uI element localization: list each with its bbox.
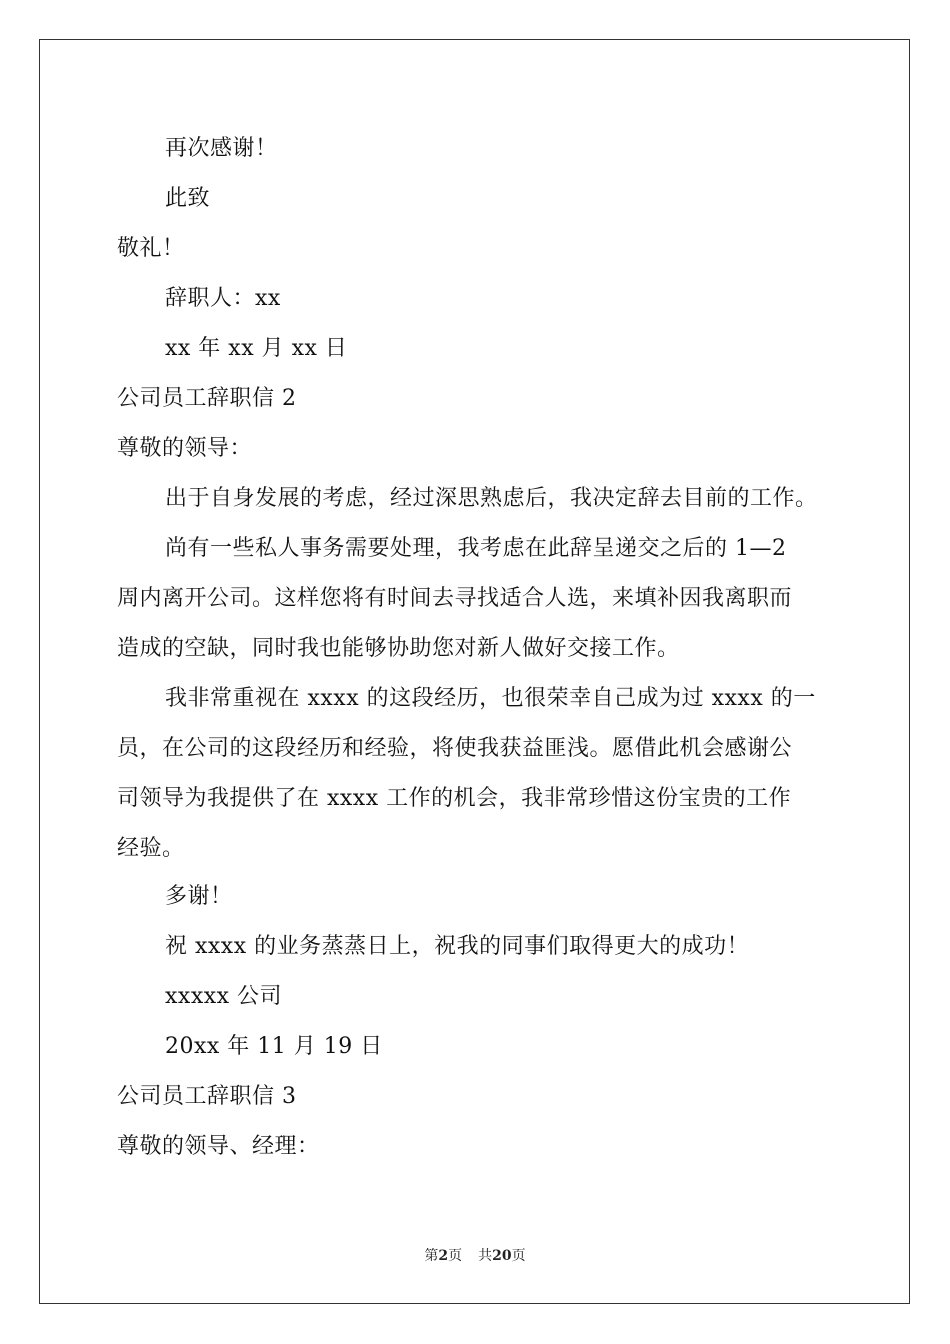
letter-greeting: 尊敬的领导、经理： [117,1134,320,1159]
closing-thanks: 再次感谢！ [165,136,278,161]
letter-heading: 公司员工辞职信 2 [117,386,297,411]
page-prefix: 第 [424,1248,439,1264]
paragraph-line: 出于自身发展的考虑，经过深思熟虑后，我决定辞去目前的工作。 [165,486,818,511]
closing-wishes: 祝 xxxx 的业务蒸蒸日上，祝我的同事们取得更大的成功！ [165,934,750,959]
closing-salutation: 此致 [165,186,211,211]
paragraph-line: 我非常重视在 xxxx 的这段经历，也很荣幸自己成为过 xxxx 的一 [165,686,816,711]
paragraph-line: 经验。 [117,836,185,861]
letter-heading: 公司员工辞职信 3 [117,1084,297,1109]
signature-date: xx 年 xx 月 xx 日 [165,336,348,361]
page-total: 20 [492,1248,512,1264]
page-number: 2 [438,1248,449,1264]
page-suffix: 页 [448,1248,463,1264]
letter-greeting: 尊敬的领导： [117,436,253,461]
paragraph-line: 员，在公司的这段经历和经验，将使我获益匪浅。愿借此机会感谢公 [117,736,793,761]
paragraph-line: 周内离开公司。这样您将有时间去寻找适合人选，来填补因我离职而 [117,586,793,611]
paragraph-line: 尚有一些私人事务需要处理，我考虑在此辞呈递交之后的 1—2 [165,536,787,561]
paragraph-line: 造成的空缺，同时我也能够协助您对新人做好交接工作。 [117,636,680,661]
page-frame [39,39,910,1304]
paragraph-line: 司领导为我提供了在 xxxx 工作的机会，我非常珍惜这份宝贵的工作 [117,786,792,811]
closing-regards: 敬礼！ [117,236,185,261]
total-prefix: 共 [478,1248,493,1264]
closing-thanks: 多谢！ [165,884,233,909]
signer-company: xxxxx 公司 [165,984,283,1009]
signature-date: 20xx 年 11 月 19 日 [165,1034,383,1059]
signer-name: 辞职人：xx [165,286,281,311]
total-suffix: 页 [511,1248,526,1264]
page-footer [0,1247,950,1265]
